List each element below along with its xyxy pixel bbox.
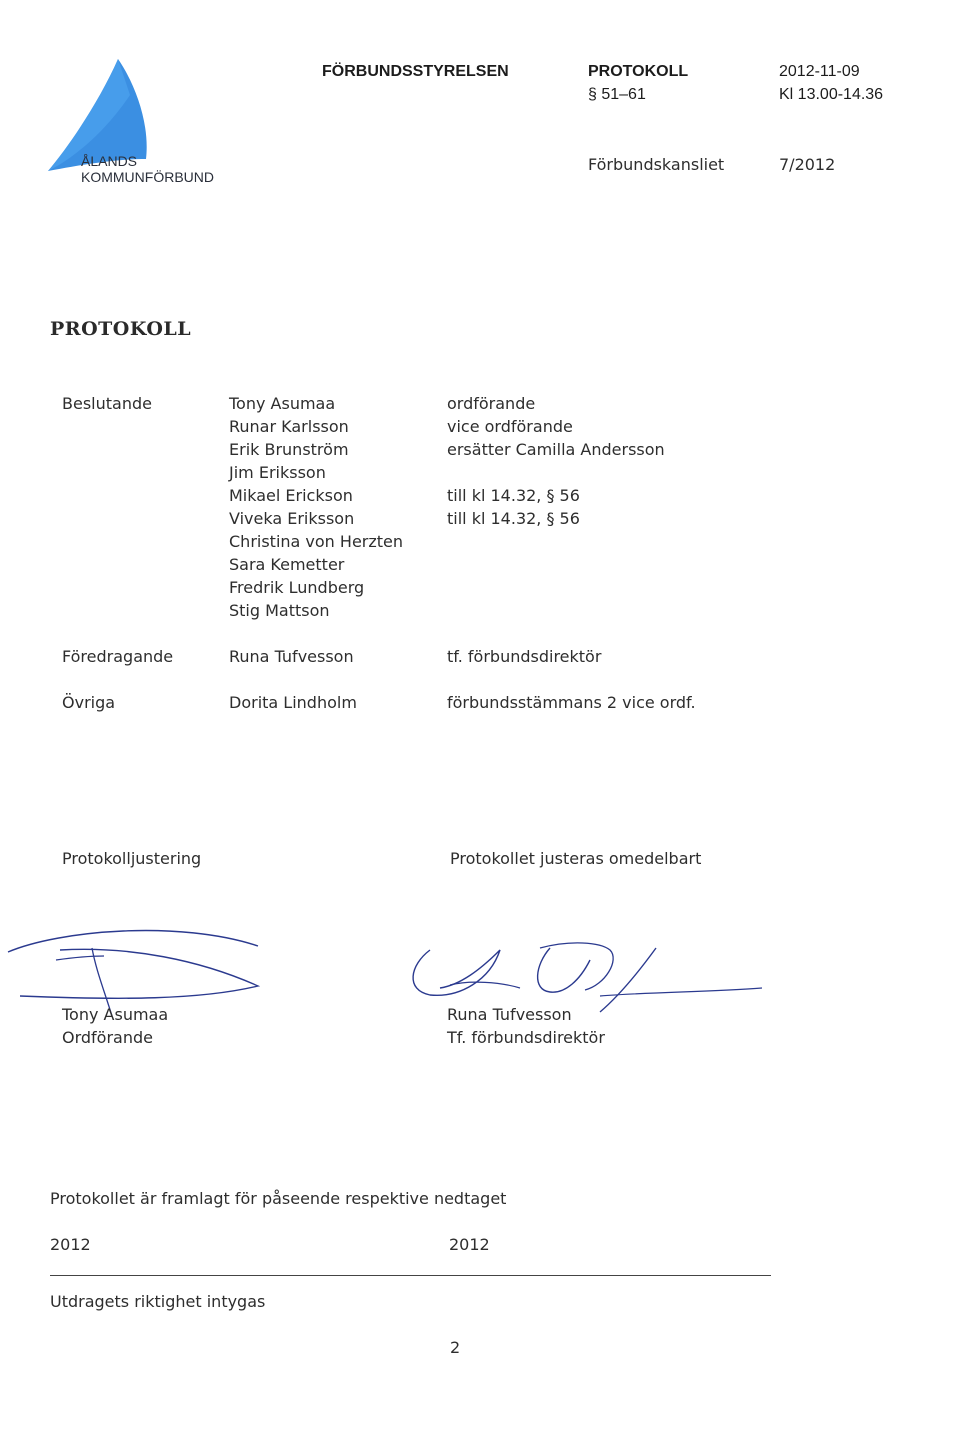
- member-role: till kl 14.32, § 56: [447, 486, 580, 505]
- sections-range: § 51–61: [588, 86, 646, 103]
- member-role: ordförande: [447, 394, 536, 413]
- signer-left-name: Tony Asumaa: [62, 1005, 169, 1024]
- member-name: Stig Mattson: [229, 601, 330, 620]
- year-right: 2012: [449, 1235, 490, 1254]
- member-name: Erik Brunström: [229, 440, 349, 459]
- member-name: Mikael Erickson: [229, 486, 353, 505]
- ovriga-label: Övriga: [62, 693, 116, 712]
- member-name: Tony Asumaa: [229, 394, 336, 413]
- footer-divider: [50, 1275, 771, 1276]
- logo-line2: KOMMUNFÖRBUND: [81, 169, 214, 185]
- beslutande-names: [229, 392, 403, 622]
- page-number: 2: [450, 1338, 461, 1357]
- doc-type: PROTOKOLL: [588, 63, 689, 80]
- member-name: Runar Karlsson: [229, 417, 349, 436]
- member-role: till kl 14.32, § 56: [447, 509, 580, 528]
- page-title: PROTOKOLL: [50, 318, 192, 340]
- ovriga-role: förbundsstämmans 2 vice ordf.: [447, 693, 696, 712]
- logo-line1: ÅLANDS: [81, 153, 138, 169]
- board-name: FÖRBUNDSSTYRELSEN: [322, 63, 509, 80]
- ovriga-name: Dorita Lindholm: [229, 693, 357, 712]
- meeting-place: Förbundskansliet: [588, 155, 725, 174]
- member-role: [447, 461, 665, 484]
- member-name: Fredrik Lundberg: [229, 578, 365, 597]
- signer-right-name: Runa Tufvesson: [447, 1005, 572, 1024]
- member-name: Christina von Herzten: [229, 532, 404, 551]
- justering-value: Protokollet justeras omedelbart: [450, 849, 702, 868]
- framlagt-text: Protokollet är framlagt för påseende respektive nedtaget: [50, 1189, 507, 1208]
- signer-right-title: Tf. förbundsdirektör: [447, 1028, 605, 1047]
- foredragande-name: Runa Tufvesson: [229, 647, 354, 666]
- protocol-number: 7/2012: [779, 155, 836, 174]
- beslutande-label: Beslutande: [62, 394, 152, 413]
- year-left: 2012: [50, 1235, 91, 1254]
- member-role: ersätter Camilla Andersson: [447, 440, 665, 459]
- beslutande-roles: [447, 392, 665, 530]
- foredragande-label: Föredragande: [62, 647, 174, 666]
- intygas-text: Utdragets riktighet intygas: [50, 1292, 266, 1311]
- signer-left-title: Ordförande: [62, 1028, 153, 1047]
- member-name: Viveka Eriksson: [229, 509, 355, 528]
- meeting-date: 2012-11-09: [779, 63, 860, 80]
- member-role: vice ordförande: [447, 417, 573, 436]
- justering-label: Protokolljustering: [62, 849, 202, 868]
- member-name: Jim Eriksson: [229, 463, 326, 482]
- foredragande-role: tf. förbundsdirektör: [447, 647, 602, 666]
- meeting-time: Kl 13.00-14.36: [779, 86, 884, 103]
- member-name: Sara Kemetter: [229, 555, 345, 574]
